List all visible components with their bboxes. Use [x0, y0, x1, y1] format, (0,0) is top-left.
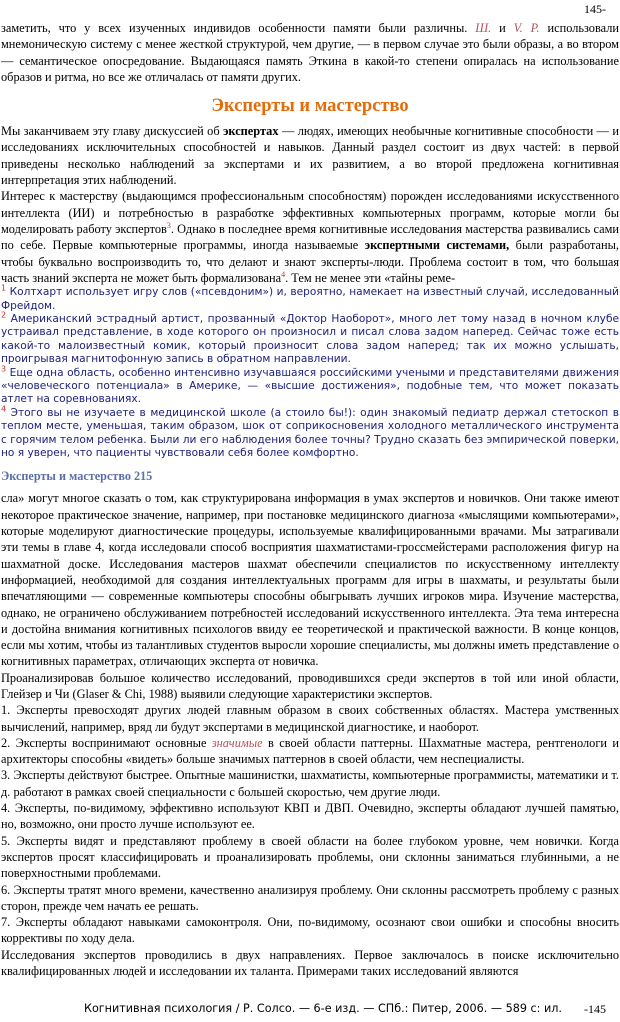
footnote-number: 4 — [1, 404, 7, 414]
footnote-text: Этого вы не изучаете в медицинской школе (а стоило бы!): один знакомый педиатр держал стетоскоп в теплом месте, уменьшая, таким образом, шок от соприкосновения холодного металлического инструмента с горячим телом ребенка. Были ли его наблюдения более точны? Трудно сказать без эмпирической поверки, но я уверен, что пациенты чувствовали себя более комфортно. — [1, 406, 619, 460]
list-item-1: 1. Эксперты превосходят других людей главным образом в своих собственных областях. Мастера умственных вычислений, например, вряд ли будут экспертами в медицинской диагностике, и наоборот. — [1, 703, 619, 734]
page-body — [1, 20, 619, 979]
intro-text-1: заметить, что у всех изученных индивидов особенности памяти были различны. — [1, 21, 476, 35]
footnote-1 — [1, 283, 619, 313]
para2-part4: . Тем не менее эти «тайны реме- — [285, 270, 456, 285]
footnote-number: 2 — [1, 310, 7, 320]
list-item-3: 3. Эксперты действуют быстрее. Опытные машинистки, шахматисты, компьютерные программисты, математики и т. д. работают в рамках своей специальности с большей скоростью, чем другие люди. — [1, 768, 619, 799]
page-number-bottom: -145 — [584, 1002, 606, 1016]
intro-text-3: использовали мнемоническую систему с менее жесткой структурой, чем другие, — в первом случае это были образы, а во втором — семантическое опосредование. Выдающаяся память Эткина в какой-то степени опиралась на использование образов и ритма, но все же отличалась от памяти других. — [1, 21, 619, 84]
footnote-ref-4[interactable]: 4 — [281, 269, 286, 279]
term-experts: экспертах — [223, 124, 279, 139]
emphasis-meaningful: значимые — [211, 735, 263, 750]
footnotes — [1, 283, 619, 460]
para2-part1: Интерес к мастерству (выдающимся профессиональным способностям) порожден исследованиями искусственного интеллекта (ИИ) и потребностью в разработке эффективных компьютерных программ, которые могли бы моделировать работу экспертов — [1, 189, 619, 236]
initials-vp: V. P. — [513, 21, 540, 35]
paragraph-experts-intro — [1, 123, 619, 188]
footnote-number: 1 — [1, 283, 7, 293]
paragraph-glaser-chi: Проанализировав большое количество исследований, проводившихся среди экспертов в той или иной области, Глейзер и Чи (Glaser & Chi, 1988) выявили следующие характеристики экспертов. — [1, 670, 619, 701]
footnote-4 — [1, 404, 619, 461]
para2-part2: . Однако в последнее время когнитивные исследования мастерства развивались сами по себе. Первые компьютерные программы, иногда называемые — [1, 221, 620, 253]
list-item-7: 7. Эксперты обладают навыками самоконтроля. Они, по-видимому, осознают свои ошибки и способны вносить коррективы по ходу дела. — [1, 915, 619, 946]
term-expert-systems: экспертными системами, — [364, 238, 510, 253]
footnote-2 — [1, 310, 619, 367]
footnote-text: Колтхарт использует игру слов («псевдоним») и, вероятно, намекает на известный случай, исследованный Фрейдом. — [1, 286, 619, 312]
list-item-4: 4. Эксперты, по-видимому, эффективно используют КВП и ДВП. Очевидно, эксперты обладают лучшей памятью, но, возможно, они просто лучше используют ее. — [1, 801, 619, 832]
page-number-top: 145- — [584, 2, 606, 16]
footer-citation: Когнитивная психология / Р. Солсо. — 6-е изд. — СПб.: Питер, 2006. — 589 с: ил. — [84, 1002, 562, 1015]
footnote-ref-3[interactable]: 3 — [166, 220, 171, 230]
initials-sh: Ш. — [475, 21, 492, 35]
paragraph-secrets: сла» могут многое сказать о том, как структурирована информация в умах экспертов и новичков. Они также имеют некоторое практическое значение, например, при постановке медицинского диагноза «мыслящими компьютерами», которые моделируют диагностические процедуры, используемые квалифицированными врачами. Мы затрагивали эти темы в главе 4, когда исследовали способ восприятия шахматистами-гроссмейстерами расположения фигур на шахматной доске. Исследования мастеров шахмат обеспечили специалистов по искусственному интеллекту информацией, необходимой для создания интеллектуальных программ для игры в шахматы, и результаты были впечатляющими — современные компьютеры способны обыгрывать лучших игроков мира. Изучение мастерства, однако, не ограничено обслуживанием потребностей исследований искусственного интеллекта. Эта тема интересна и достойна внимания когнитивных психологов ввиду ее теоретической и практической важности. В конце концов, если мы хотим, чтобы из талантливых студентов выросли хорошие специалисты, мы должны иметь представление о когнитивных параметрах, отличающих эксперта от новичка. — [1, 491, 619, 669]
section-title: Эксперты и мастерство — [211, 96, 409, 117]
paragraph-mastery-interest — [1, 188, 619, 286]
para1-after: — людях, имеющих необычные когнитивные способности — и исследованиях исключительных способностей и навыков. Данный раздел состоит из двух частей: в первой приведены несколько наблюдений за экспертами и их развитием, а во второй предложена когнитивная интерпретация этих наблюдений. — [1, 124, 619, 188]
footnote-text: Американский эстрадный артист, прозванный «Доктор Наоборот», много лет тому назад в ночном клубе устраивал представление, в ходе которого он произносил и писал слова задом наперед. Сейчас тоже есть какой-то малоизвестный комик, который произносит слова задом наперед; так их можно услышать, проигрывая магнитофонную запись в обратном направлении. — [1, 312, 619, 366]
footnote-3 — [1, 364, 619, 407]
intro-paragraph — [1, 20, 619, 85]
running-head: Эксперты и мастерство 215 — [1, 469, 153, 484]
list-item-5: 5. Эксперты видят и представляют проблему в своей области на более глубоком уровне, чем новички. Когда экспертов просят классифицировать и проанализировать проблемы, они склонны заниматься глубинными, а не поверхностными проблемами. — [1, 833, 619, 881]
footnote-text: Еще одна область, особенно интенсивно изучавшаяся российскими учеными и представителями движения «человеческого потенциала» в Америке, — «высшие достижения», подобные тем, что может показать атлет на соревнованиях. — [1, 366, 619, 406]
para1-before: Мы заканчиваем эту главу дискуссией об — [1, 124, 224, 139]
footnote-number: 3 — [1, 364, 7, 374]
para2-part3: были разработаны, чтобы буквально воспроизводить то, что делают и знают эксперты-люди. Проблема состоит в том, что большая часть знаний эксперта не может быть формализована — [1, 238, 619, 285]
list-item-2-after: в своей области паттерны. Шахматные мастера, рентгенологи и архитекторы способны «видеть» больше значимых паттернов в своей области, чем неспециалисты. — [1, 735, 619, 767]
list-item-2 — [1, 735, 619, 768]
paragraph-research-directions: Исследования экспертов проводились в двух направлениях. Первое заключалось в поиске исключительно квалифицированных людей и исследовании их таланта. Примерами таких исследований являются — [1, 947, 619, 979]
list-item-2-before: 2. Эксперты воспринимают основные — [1, 735, 212, 750]
list-item-6: 6. Эксперты тратят много времени, качественно анализируя проблему. Они склонны рассмотреть проблему с разных сторон, прежде чем начать ее решать. — [1, 882, 619, 913]
intro-text-2: и — [491, 21, 514, 35]
